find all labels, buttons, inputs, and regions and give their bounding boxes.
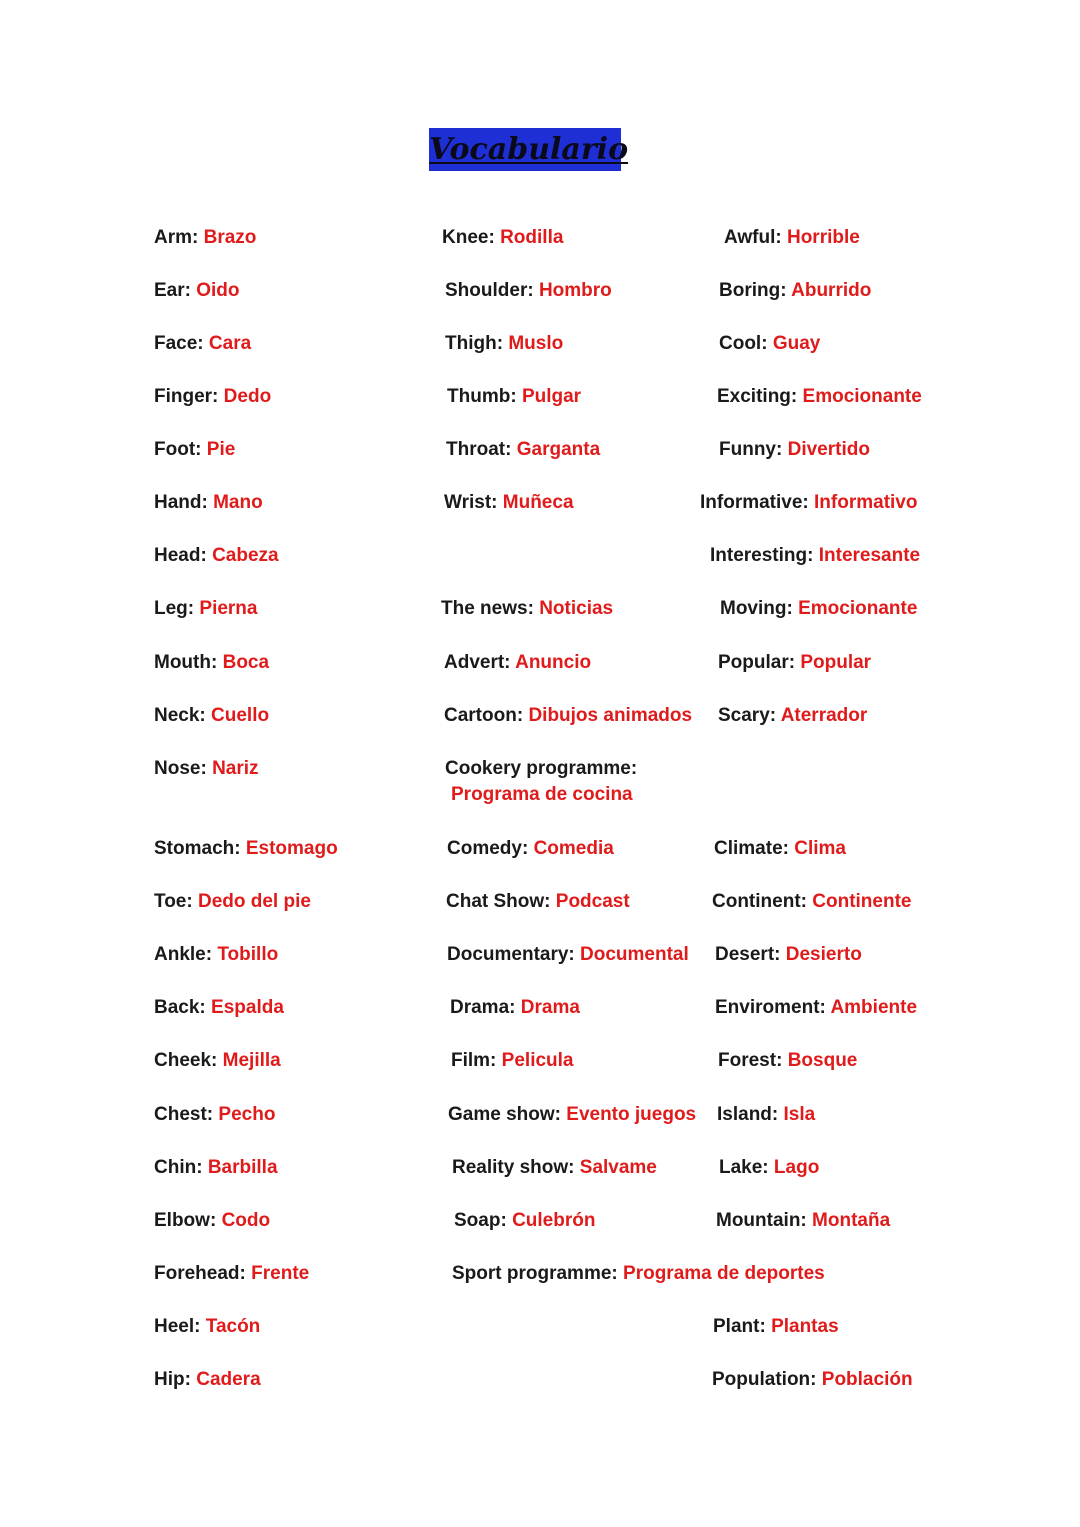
translation: Evento juegos <box>566 1104 697 1125</box>
term: Desert: <box>715 944 781 965</box>
vocab-entry-plant <box>713 1314 839 1340</box>
term: Nose: <box>154 758 207 779</box>
vocab-entry-island <box>717 1102 815 1128</box>
vocab-entry-forest <box>718 1048 857 1074</box>
vocab-entry-foot <box>154 437 235 463</box>
translation: Documental <box>580 944 689 965</box>
translation: Cuello <box>211 705 270 726</box>
term: Cookery programme: <box>445 758 638 779</box>
term: Plant: <box>713 1316 766 1337</box>
translation: Pecho <box>218 1104 276 1125</box>
term: Mountain: <box>716 1210 807 1231</box>
vocab-entry-thigh <box>445 331 563 357</box>
term: Foot: <box>154 439 202 460</box>
term: Stomach: <box>154 838 241 859</box>
translation: Pelicula <box>501 1050 574 1071</box>
vocab-entry-boring <box>719 278 871 304</box>
vocab-entry-cookery-programme <box>445 756 637 808</box>
term: Arm: <box>154 227 199 248</box>
term: Exciting: <box>717 386 798 407</box>
vocab-entry-hip <box>154 1367 261 1393</box>
vocab-entry-comedy <box>447 836 614 862</box>
vocab-entry-mouth <box>154 650 269 676</box>
term: Head: <box>154 545 207 566</box>
vocab-entry-advert <box>444 650 591 676</box>
vocab-entry-chin <box>154 1155 278 1181</box>
vocab-entry-stomach <box>154 836 338 862</box>
vocab-entry-chat-show <box>446 889 630 915</box>
translation: Oido <box>196 280 240 301</box>
vocab-entry-film <box>451 1048 574 1074</box>
term: Forest: <box>718 1050 783 1071</box>
vocab-entry-cheek <box>154 1048 281 1074</box>
vocab-entry-scary <box>718 703 867 729</box>
translation: Plantas <box>771 1316 839 1337</box>
translation: Dedo <box>223 386 272 407</box>
vocab-entry-toe <box>154 889 311 915</box>
translation: Clima <box>794 838 846 859</box>
translation: Nariz <box>212 758 259 779</box>
vocab-entry-head <box>154 543 279 569</box>
vocab-entry-wrist <box>444 490 574 516</box>
translation: Montaña <box>812 1210 891 1231</box>
page-title: Vocabulario <box>429 128 621 171</box>
translation: Desierto <box>785 944 862 965</box>
translation: Ambiente <box>830 997 918 1018</box>
vocab-entry-cool <box>719 331 820 357</box>
term: Cheek: <box>154 1050 218 1071</box>
vocab-entry-arm <box>154 225 256 251</box>
translation: Lago <box>773 1157 820 1178</box>
term: Toe: <box>154 891 193 912</box>
vocab-entry-drama <box>450 995 580 1021</box>
translation: Programa de cocina <box>451 784 633 805</box>
translation: Muslo <box>508 333 564 354</box>
vocab-entry-reality-show <box>452 1155 657 1181</box>
translation: Cara <box>208 333 252 354</box>
vocab-entry-shoulder <box>445 278 612 304</box>
term: Scary: <box>718 705 777 726</box>
vocab-entry-population <box>712 1367 913 1393</box>
vocab-entry-heel <box>154 1314 260 1340</box>
translation: Muñeca <box>502 492 574 513</box>
vocab-entry-lake <box>719 1155 819 1181</box>
term: Interesting: <box>710 545 814 566</box>
vocab-entry-moving <box>720 596 917 622</box>
vocab-entry-cartoon <box>444 703 692 729</box>
translation: Guay <box>772 333 821 354</box>
term: Thigh: <box>445 333 504 354</box>
term: Ankle: <box>154 944 213 965</box>
term: Cool: <box>719 333 768 354</box>
term: Mouth: <box>154 652 218 673</box>
term: Knee: <box>442 227 495 248</box>
term: Lake: <box>719 1157 769 1178</box>
translation: Podcast <box>555 891 630 912</box>
vocab-entry-soap <box>454 1208 595 1234</box>
translation: Estomago <box>245 838 338 859</box>
translation: Mejilla <box>222 1050 281 1071</box>
vocab-entry-game-show <box>448 1102 696 1128</box>
translation: Población <box>821 1369 913 1390</box>
vocab-entry-face <box>154 331 251 357</box>
translation: Comedia <box>533 838 614 859</box>
term: Finger: <box>154 386 219 407</box>
vocab-entry-enviroment <box>715 995 917 1021</box>
translation: Anuncio <box>515 652 592 673</box>
term: Forehead: <box>154 1263 246 1284</box>
term: Climate: <box>714 838 789 859</box>
translation: Dedo del pie <box>197 891 311 912</box>
term: Funny: <box>719 439 783 460</box>
translation: Culebrón <box>512 1210 596 1231</box>
translation: Divertido <box>787 439 870 460</box>
translation: Cabeza <box>212 545 279 566</box>
term: Ear: <box>154 280 191 301</box>
term: Soap: <box>454 1210 507 1231</box>
term: Wrist: <box>444 492 498 513</box>
translation: Brazo <box>203 227 257 248</box>
term: Comedy: <box>447 838 529 859</box>
term: Shoulder: <box>445 280 534 301</box>
term: Documentary: <box>447 944 575 965</box>
vocab-entry-informative <box>700 490 917 516</box>
translation: Espalda <box>211 997 284 1018</box>
translation: Pierna <box>199 598 258 619</box>
vocab-entry-exciting <box>717 384 922 410</box>
vocab-entry-interesting <box>710 543 920 569</box>
translation: Aterrador <box>780 705 868 726</box>
term: Moving: <box>720 598 793 619</box>
term: Population: <box>712 1369 817 1390</box>
term: Sport programme: <box>452 1263 618 1284</box>
translation: Informativo <box>814 492 918 513</box>
translation: Frente <box>251 1263 310 1284</box>
vocab-entry-desert <box>715 942 862 968</box>
translation: Horrible <box>786 227 860 248</box>
vocab-entry-finger <box>154 384 271 410</box>
translation: Aburrido <box>791 280 872 301</box>
term: Hip: <box>154 1369 191 1390</box>
term: The news: <box>441 598 534 619</box>
term: Throat: <box>446 439 512 460</box>
vocab-entry-nose <box>154 756 259 782</box>
vocab-entry-hand <box>154 490 263 516</box>
term: Face: <box>154 333 204 354</box>
translation: Mano <box>213 492 263 513</box>
vocab-entry-climate <box>714 836 846 862</box>
term: Game show: <box>448 1104 561 1125</box>
vocab-entry-thumb <box>447 384 581 410</box>
term: Film: <box>451 1050 497 1071</box>
term: Heel: <box>154 1316 201 1337</box>
term: Neck: <box>154 705 206 726</box>
term: Advert: <box>444 652 511 673</box>
translation: Emocionante <box>802 386 922 407</box>
term: Back: <box>154 997 206 1018</box>
vocab-entry-mountain <box>716 1208 890 1234</box>
vocab-entry-awful <box>724 225 860 251</box>
translation: Tobillo <box>217 944 279 965</box>
term: Drama: <box>450 997 516 1018</box>
vocab-entry-popular <box>718 650 871 676</box>
translation: Hombro <box>538 280 612 301</box>
vocab-entry-knee <box>442 225 563 251</box>
term: Leg: <box>154 598 195 619</box>
term: Popular: <box>718 652 796 673</box>
translation: Popular <box>800 652 872 673</box>
translation: Garganta <box>516 439 601 460</box>
term: Island: <box>717 1104 779 1125</box>
translation: Noticias <box>539 598 614 619</box>
vocab-entry-forehead <box>154 1261 309 1287</box>
translation: Codo <box>221 1210 271 1231</box>
vocab-entry-elbow <box>154 1208 270 1234</box>
vocab-entry-ankle <box>154 942 278 968</box>
vocab-entry-leg <box>154 596 257 622</box>
term: Reality show: <box>452 1157 575 1178</box>
term: Elbow: <box>154 1210 217 1231</box>
translation: Cadera <box>196 1369 261 1390</box>
translation: Salvame <box>579 1157 657 1178</box>
translation: Emocionante <box>798 598 918 619</box>
vocab-entry-the-news <box>441 596 613 622</box>
translation: Boca <box>222 652 270 673</box>
translation: Programa de deportes <box>623 1263 825 1284</box>
translation: Dibujos animados <box>528 705 693 726</box>
translation: Drama <box>520 997 580 1018</box>
term: Chest: <box>154 1104 214 1125</box>
translation: Interesante <box>818 545 921 566</box>
term: Chin: <box>154 1157 203 1178</box>
translation: Rodilla <box>500 227 564 248</box>
translation: Tacón <box>205 1316 261 1337</box>
term: Hand: <box>154 492 208 513</box>
vocab-entry-documentary <box>447 942 689 968</box>
translation: Continente <box>812 891 912 912</box>
vocab-entry-back <box>154 995 284 1021</box>
term: Cartoon: <box>444 705 524 726</box>
vocab-entry-continent <box>712 889 911 915</box>
vocab-entry-ear <box>154 278 240 304</box>
term: Continent: <box>712 891 807 912</box>
translation: Isla <box>783 1104 816 1125</box>
term: Thumb: <box>447 386 517 407</box>
translation: Barbilla <box>207 1157 278 1178</box>
translation: Bosque <box>787 1050 858 1071</box>
translation: Pie <box>206 439 236 460</box>
vocab-entry-chest <box>154 1102 275 1128</box>
vocab-entry-funny <box>719 437 870 463</box>
term: Enviroment: <box>715 997 826 1018</box>
vocab-entry-sport-programme <box>452 1261 825 1287</box>
term: Boring: <box>719 280 787 301</box>
term: Informative: <box>700 492 809 513</box>
term: Chat Show: <box>446 891 551 912</box>
translation: Pulgar <box>521 386 582 407</box>
vocab-entry-throat <box>446 437 600 463</box>
term: Awful: <box>724 227 782 248</box>
vocab-entry-neck <box>154 703 269 729</box>
